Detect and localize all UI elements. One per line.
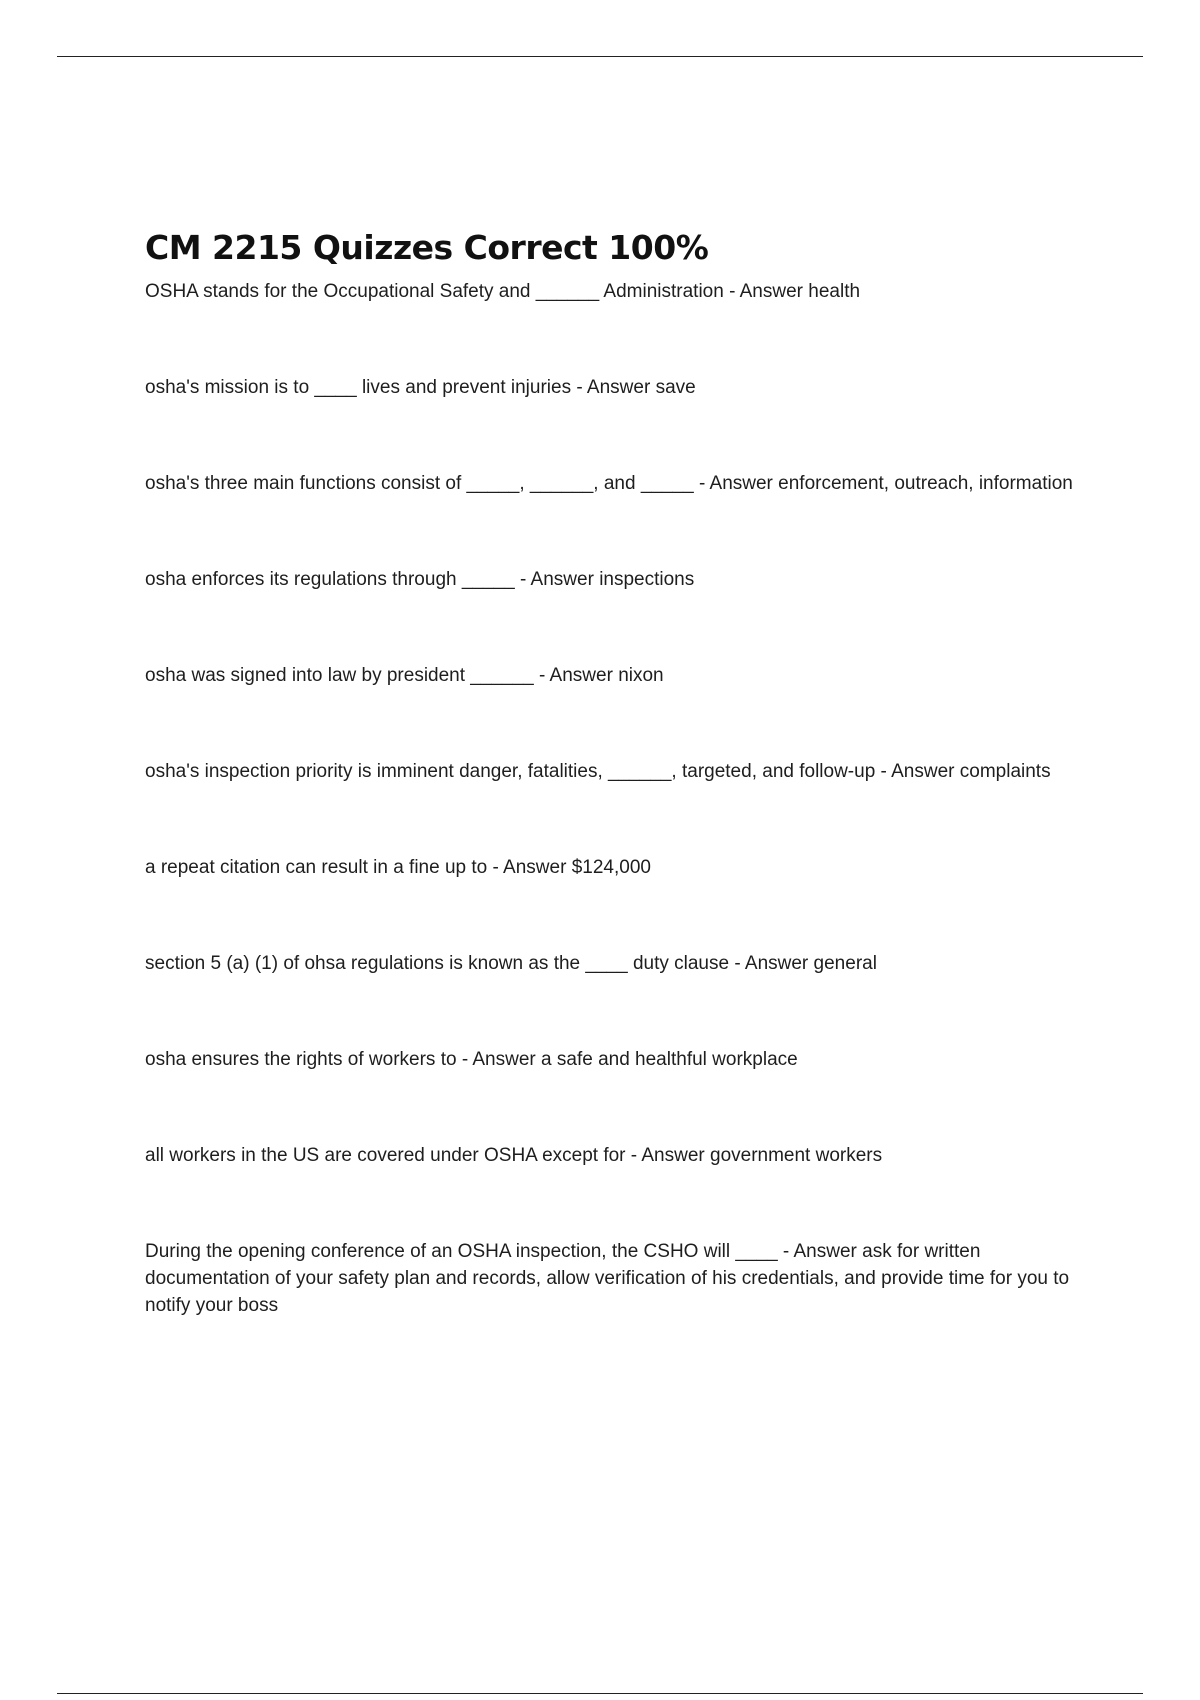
question-text: all workers in the US are covered under OSHA except for <box>145 1145 626 1166</box>
question-text: osha's inspection priority is imminent danger, fatalities, ______, targeted, and follow-up <box>145 761 876 782</box>
header-rule <box>57 56 1143 57</box>
qa-item <box>145 1142 1095 1169</box>
qa-item <box>145 1238 1095 1319</box>
answer-separator: - Answer <box>729 953 814 974</box>
question-text: osha's mission is to ____ lives and prevent injuries <box>145 377 572 398</box>
question-text: osha enforces its regulations through _____ <box>145 569 515 590</box>
answer-separator: - Answer <box>875 761 960 782</box>
answer-separator: - Answer <box>625 1145 710 1166</box>
footer-rule <box>57 1693 1143 1694</box>
answer-separator: - Answer <box>777 1241 863 1262</box>
answer-text: enforcement, outreach, information <box>778 473 1073 494</box>
qa-item <box>145 854 1095 881</box>
answer-separator: - Answer <box>456 1049 542 1070</box>
answer-separator: - Answer <box>723 281 809 302</box>
answer-text: general <box>813 953 877 974</box>
qa-item <box>145 758 1095 785</box>
question-list <box>145 278 1095 1319</box>
answer-text: complaints <box>959 761 1051 782</box>
document-body <box>145 226 1095 1319</box>
answer-text: government workers <box>710 1145 883 1166</box>
document-title: CM 2215 Quizzes Correct 100% <box>145 228 709 267</box>
qa-item <box>145 662 1095 689</box>
qa-item <box>145 470 1095 497</box>
answer-text: save <box>655 377 696 398</box>
answer-text: ask for written documentation of your safety plan and records, allow verification of his credentials, and provide time for you to notify your boss <box>145 1241 1070 1316</box>
qa-item <box>145 1046 1095 1073</box>
question-text: osha ensures the rights of workers to <box>145 1049 457 1070</box>
question-text: section 5 (a) (1) of ohsa regulations is known as the ____ duty clause <box>145 953 730 974</box>
answer-separator: - Answer <box>487 857 572 878</box>
answer-text: nixon <box>618 665 664 686</box>
qa-item <box>145 950 1095 977</box>
question-text: osha was signed into law by president ______ <box>145 665 534 686</box>
answer-text: inspections <box>599 569 695 590</box>
question-text: a repeat citation can result in a fine up to <box>145 857 488 878</box>
question-text: OSHA stands for the Occupational Safety and ______ Administration <box>145 281 724 302</box>
answer-separator: - Answer <box>533 665 619 686</box>
answer-separator: - Answer <box>571 377 656 398</box>
question-text: osha's three main functions consist of _____, ______, and _____ <box>145 473 694 494</box>
qa-item <box>145 566 1095 593</box>
answer-text: $124,000 <box>571 857 651 878</box>
qa-item <box>145 374 1095 401</box>
answer-separator: - Answer <box>514 569 600 590</box>
qa-item <box>145 278 1095 305</box>
answer-text: a safe and healthful workplace <box>541 1049 798 1070</box>
question-text: During the opening conference of an OSHA inspection, the CSHO will ____ <box>145 1241 778 1262</box>
answer-text: health <box>808 281 861 302</box>
answer-separator: - Answer <box>693 473 779 494</box>
